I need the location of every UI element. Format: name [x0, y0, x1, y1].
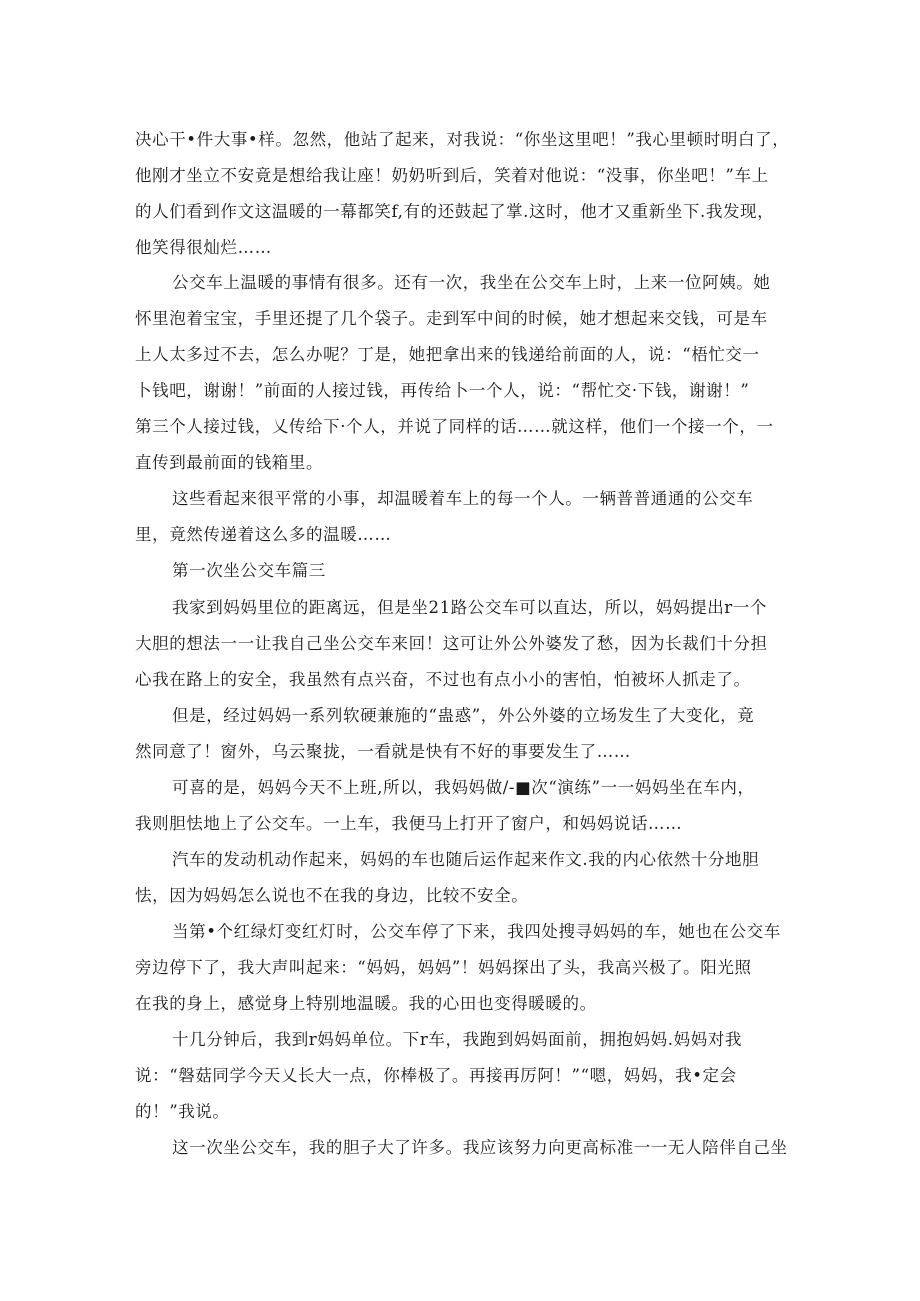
text-line: 我家到妈妈里位的距离远，但是坐21路公交车可以直达，所以，妈妈提出r一个 [172, 598, 767, 617]
text-line: 心我在路上的安全，我虽然有点兴奋，不过也有点小小的害怕，怕被坏人抓走了。 [135, 670, 751, 689]
text-line: 可喜的是，妈妈今天不上班,所以，我妈妈做/-■次“演练”一一妈妈坐在车内， [172, 778, 755, 797]
text-line: 汽车的发动机动作起来，妈妈的车也随后运作起来作文.我的内心依然十分地胆 [172, 850, 760, 869]
text-line: 直传到最前面的钱箱里。 [135, 453, 324, 472]
text-line: 我则胆怯地上了公交车。一上车，我便马上打开了窗户，和妈妈说话…… [135, 814, 683, 833]
section-heading: 第一次坐公交车篇三 [172, 561, 326, 580]
text-line: 十几分钟后，我到r妈妈单位。下r车，我跑到妈妈面前，拥抱妈妈.妈妈对我 [172, 1030, 743, 1049]
text-line: 的！”我说。 [135, 1102, 230, 1121]
text-line: 但是，经过妈妈一系列软硬兼施的“蛊惑”，外公外婆的立场发生了大变化，竟 [172, 706, 755, 725]
text-line: 怯，因为妈妈怎么说也不在我的身边，比较不安全。 [135, 886, 529, 905]
text-line: 大胆的想法一一让我自己坐公交车来回！这可让外公外婆发了愁，因为长裁们十分担 [135, 634, 768, 653]
text-line: 的人们看到作文这温暖的一幕都笑f,有的还鼓起了掌.这时，他才又重新坐下.我发现， [135, 202, 775, 221]
text-line: 决心干•件大事•样。忽然，他站了起来，对我说：“你坐这里吧！”我心里顿时明白了， [135, 130, 790, 149]
text-line: 旁边停下了，我大声叫起来：“妈妈，妈妈”！妈妈探出了头，我高兴极了。阳光照 [135, 958, 752, 977]
text-line: 里，竟然传递着这么多的温暖…… [135, 525, 392, 544]
text-line: 上人太多过不去，怎么办呢？丁是，她把拿出来的钱递给前面的人，说：“梧忙交一 [135, 345, 760, 364]
text-line: 说：“磐菇同学今天乂长大一点，你棒极了。再接再厉阿！”“嗯，妈妈，我•定会 [135, 1066, 737, 1085]
text-line: 第三个人接过钱，乂传给下·个人，并说了同样的话……就这样，他们一个接一个，一 [135, 417, 774, 436]
text-line: 他笑得很灿烂…… [135, 238, 272, 257]
text-line: 公交车上温暖的事情有很多。还有一次，我坐在公交车上时，上来一位阿姨。她 [172, 273, 771, 292]
text-line: 他刚才坐立不安竟是想给我让座！奶奶听到后，笑着对他说：“没事，你坐吧！”车上 [135, 166, 769, 185]
text-line: 这些看起来很平常的小事，却温暖着车上的每一个人。一辆普普通通的公交车 [172, 489, 754, 508]
text-line: 当第•个红绿灯变红灯时，公交车停了下来，我四处搜寻妈妈的车，她也在公交车 [172, 922, 781, 941]
text-line: 卜钱吧，谢谢！”前面的人接过钱，再传给卜一个人，说：“帮忙交·下钱，谢谢！” [135, 381, 750, 400]
text-line: 在我的身上，感觉身上特别地温暖。我的心田也变得暖暖的。 [135, 994, 597, 1013]
text-line: 这一次坐公交车，我的胆子大了许多。我应该努力向更高标准一一无人陪伴自己坐 [172, 1138, 788, 1157]
text-line: 然同意了！窗外，乌云聚拢，一看就是快有不好的事要发生了…… [135, 742, 631, 761]
text-line: 怀里泡着宝宝，手里还提了几个袋子。走到军中间的时候，她才想起来交钱，可是车 [135, 309, 768, 328]
